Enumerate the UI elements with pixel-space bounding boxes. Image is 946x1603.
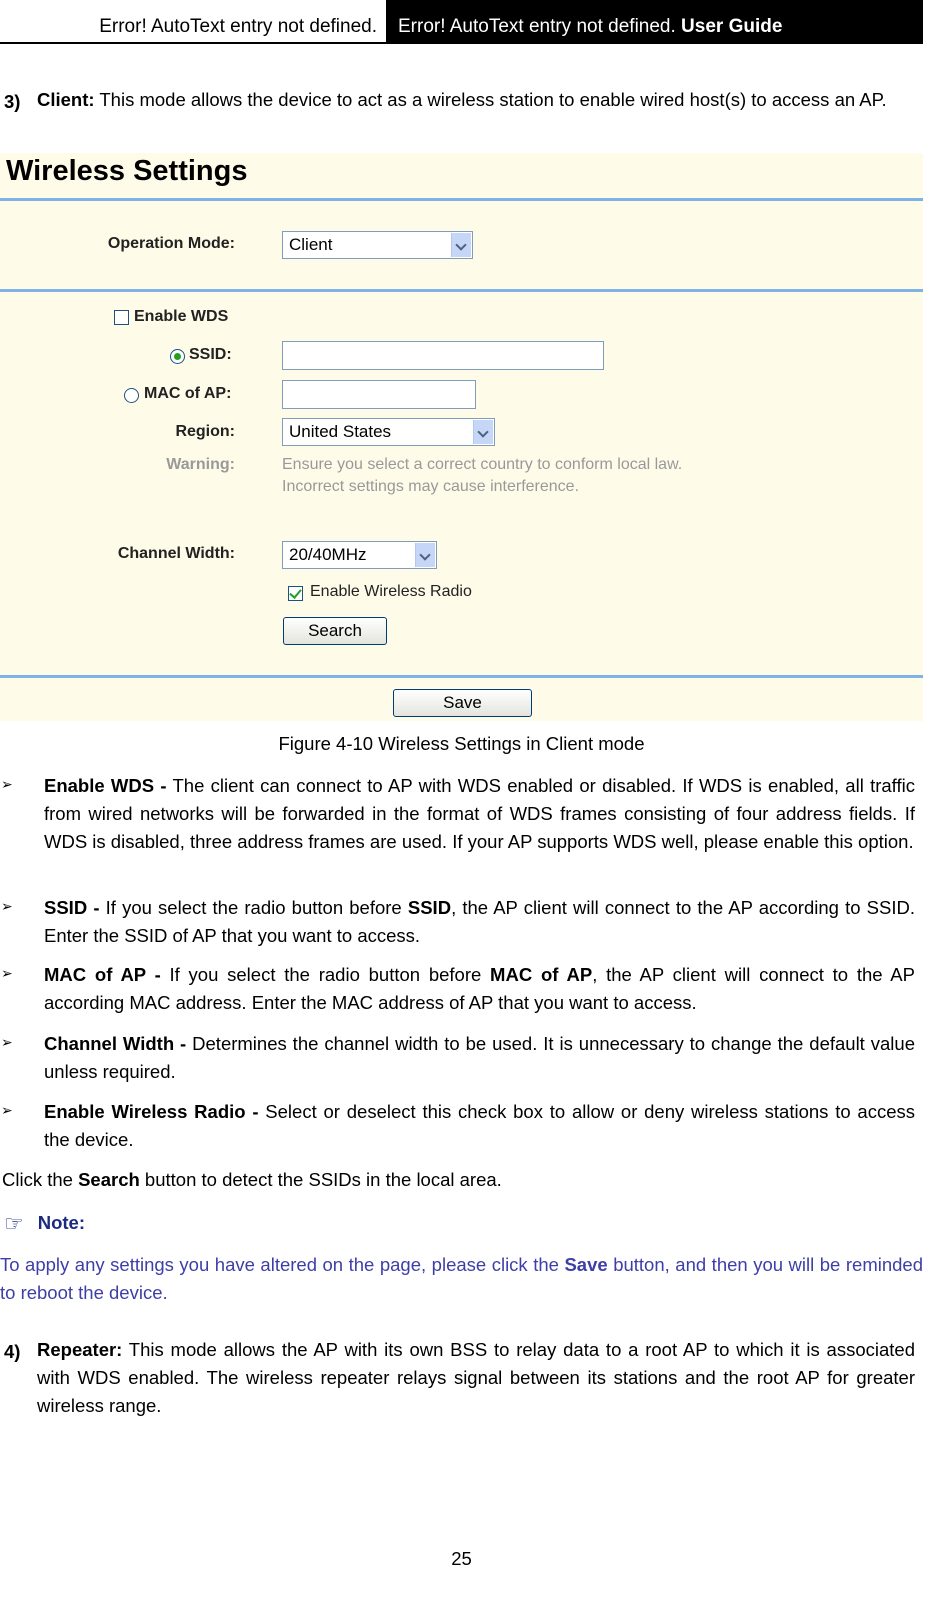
search-instruction-text: Click the — [2, 1169, 79, 1190]
warning-line-2: Incorrect settings may cause interference. — [282, 478, 580, 495]
mac-of-ap-input[interactable] — [282, 380, 476, 409]
bullet-body: , the AP client will connect to the AP according to SSID. Enter the SSID of AP that you want to access. — [44, 897, 915, 946]
bullet-mac-of-ap — [0, 961, 915, 1017]
bullet-enable-wds — [0, 772, 915, 884]
ssid-input[interactable] — [282, 341, 604, 370]
client-text: This mode allows the device to act as a wireless station to enable wired host(s) to access an AP. — [94, 89, 887, 110]
bullet-ssid — [0, 894, 915, 950]
bullet-text — [44, 1098, 915, 1154]
bullet-body: The client can connect to AP with WDS enabled or disabled. If WDS is enabled, all traffic from wired networks will be forwarded in the format of WDS frames consisting of four address fields. If WDS is disabled, three address frames are used. If your AP supports WDS well, please enable this option. — [44, 775, 915, 852]
bullet-body: If you select the radio button before — [99, 897, 408, 918]
bullet-text — [44, 894, 915, 950]
channel-width-select[interactable] — [282, 541, 437, 569]
operation-mode-label: Operation Mode: — [107, 235, 235, 252]
bullet-channel-width — [0, 1030, 915, 1086]
bullet-term: MAC of AP - — [44, 964, 161, 985]
mac-of-ap-label: MAC of AP: — [144, 385, 232, 402]
operation-mode-select[interactable] — [282, 231, 473, 259]
figure-title: Wireless Settings — [6, 155, 248, 187]
note-term: Save — [564, 1254, 608, 1275]
client-paragraph — [37, 86, 915, 114]
bullet-inline-term: SSID — [407, 897, 452, 918]
enable-wds-label: Enable WDS — [134, 308, 229, 325]
bullet-body: Select or deselect this check box to allow or deny wireless stations to access the device. — [44, 1101, 915, 1150]
note-body: button, and then you will be reminded to reboot the device. — [0, 1254, 923, 1303]
note-text — [0, 1251, 923, 1307]
wireless-settings-screenshot — [0, 153, 923, 721]
header-right-text: Error! AutoText entry not defined. — [398, 16, 676, 37]
page-header — [0, 0, 923, 44]
repeater-term: Repeater: — [37, 1339, 123, 1360]
region-select[interactable] — [282, 418, 495, 446]
arrow-bullet-icon: ➢ — [1, 776, 13, 792]
bullet-text — [44, 1030, 915, 1086]
item-number-3: 3) — [4, 91, 21, 112]
arrow-bullet-icon: ➢ — [1, 898, 13, 914]
warning-label: Warning: — [166, 456, 235, 473]
chevron-down-icon — [473, 420, 493, 444]
pointing-hand-icon: ☞ — [4, 1211, 24, 1236]
warning-line-1: Ensure you select a correct country to conform local law. — [282, 456, 683, 473]
client-term: Client: — [37, 89, 95, 110]
channel-width-label: Channel Width: — [117, 545, 235, 562]
warning-text — [282, 454, 682, 498]
ssid-label: SSID: — [189, 346, 232, 363]
region-value: United States — [289, 422, 392, 441]
enable-wireless-radio-checkbox[interactable] — [288, 586, 303, 601]
operation-mode-value: Client — [289, 235, 333, 254]
bullet-enable-wireless-radio — [0, 1098, 915, 1154]
repeater-paragraph — [37, 1336, 915, 1420]
bullet-term: Enable WDS - — [44, 775, 167, 796]
figure-caption: Figure 4-10 Wireless Settings in Client mode — [278, 733, 645, 754]
figure-rule-bottom — [0, 675, 923, 678]
search-instruction — [2, 1166, 915, 1194]
header-right-block — [386, 0, 923, 44]
bullet-inline-term: MAC of AP — [490, 964, 593, 985]
arrow-bullet-icon: ➢ — [1, 965, 13, 981]
header-rule — [0, 42, 386, 44]
enable-wds-checkbox[interactable] — [114, 310, 129, 325]
note-heading — [4, 1211, 85, 1237]
save-button[interactable]: Save — [393, 689, 532, 717]
page-number: 25 — [451, 1548, 472, 1569]
ssid-radio[interactable] — [170, 349, 185, 364]
region-label: Region: — [175, 423, 235, 440]
chevron-down-icon — [415, 543, 435, 567]
bullet-body: If you select the radio button before — [160, 964, 491, 985]
header-left-text: Error! AutoText entry not defined. — [99, 16, 377, 37]
search-instruction-term: Search — [78, 1169, 140, 1190]
bullet-body: Determines the channel width to be used. It is unnecessary to change the default value unless required. — [44, 1033, 915, 1082]
chevron-down-icon — [451, 233, 471, 257]
bullet-text — [44, 961, 915, 1017]
repeater-text: This mode allows the AP with its own BSS to relay data to a root AP to which it is associated with WDS enabled. The wireless repeater relays signal between its stations and the root AP for greater wireless range. — [37, 1339, 915, 1416]
bullet-term: SSID - — [44, 897, 100, 918]
bullet-term: Channel Width - — [44, 1033, 187, 1054]
search-instruction-text: button to detect the SSIDs in the local area. — [139, 1169, 502, 1190]
bullet-term: Enable Wireless Radio - — [44, 1101, 259, 1122]
bullet-text — [44, 772, 915, 856]
channel-width-value: 20/40MHz — [289, 545, 367, 564]
search-button[interactable]: Search — [283, 617, 387, 645]
header-guide-title: User Guide — [681, 16, 783, 37]
arrow-bullet-icon: ➢ — [1, 1034, 13, 1050]
figure-rule-mid — [0, 289, 923, 292]
mac-of-ap-radio[interactable] — [124, 388, 139, 403]
arrow-bullet-icon: ➢ — [1, 1102, 13, 1118]
enable-wireless-radio-label: Enable Wireless Radio — [310, 583, 472, 600]
bullet-body: , the AP client will connect to the AP according MAC address. Enter the MAC address of AP that you want to access. — [44, 964, 915, 1013]
note-body: To apply any settings you have altered on the page, please click the — [0, 1254, 565, 1275]
figure-rule-top — [0, 198, 923, 201]
note-title: Note: — [37, 1212, 86, 1233]
item-number-4: 4) — [4, 1341, 21, 1362]
